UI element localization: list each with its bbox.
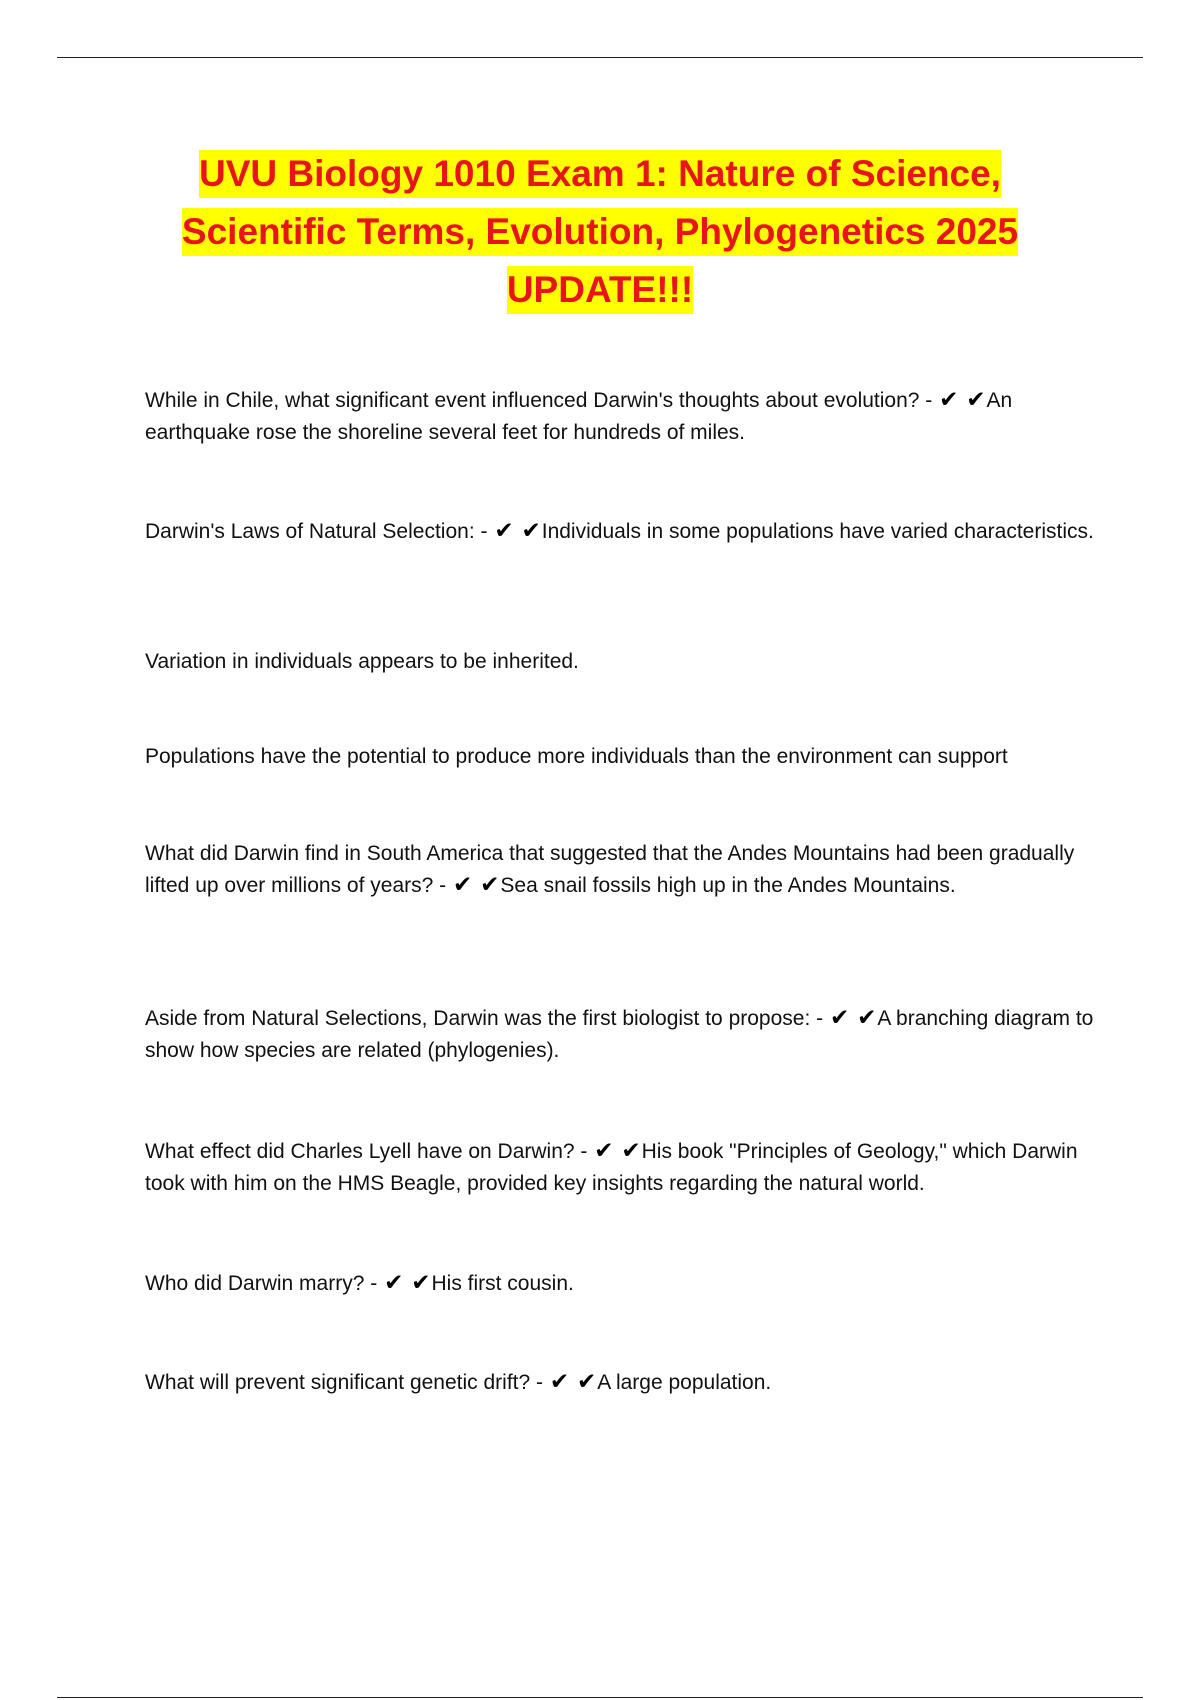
answer-text: A branching diagram to show how species are related (phylogenies). bbox=[145, 1007, 1094, 1062]
check-icon: ✔ bbox=[494, 517, 514, 543]
answer-text: A large population. bbox=[597, 1371, 772, 1394]
separator: - bbox=[364, 1272, 384, 1295]
separator: - bbox=[433, 874, 452, 897]
top-rule bbox=[57, 57, 1143, 58]
question-text: Darwin's Laws of Natural Selection: bbox=[145, 520, 475, 543]
qa-entry bbox=[145, 516, 1105, 548]
text-entry: Populations have the potential to produce more individuals than the environment can support bbox=[145, 745, 1008, 768]
check-icon: ✔ bbox=[857, 1004, 877, 1030]
title-line-2: Scientific Terms, Evolution, Phylogenetics 2025 bbox=[182, 208, 1018, 256]
document-title bbox=[120, 145, 1080, 319]
check-icon: ✔ bbox=[621, 1137, 641, 1163]
separator: - bbox=[919, 389, 939, 412]
check-icon: ✔ bbox=[594, 1137, 614, 1163]
question-text: What effect did Charles Lyell have on Darwin? bbox=[145, 1140, 575, 1163]
check-icon: ✔ bbox=[939, 386, 959, 412]
answer-text: Individuals in some populations have varied characteristics. bbox=[541, 520, 1094, 543]
qa-entry bbox=[145, 838, 1105, 902]
question-text: Aside from Natural Selections, Darwin was the first biologist to propose: bbox=[145, 1007, 811, 1030]
qa-entry bbox=[145, 385, 1105, 449]
bottom-rule bbox=[57, 1697, 1143, 1698]
qa-entry bbox=[145, 1367, 1105, 1399]
separator: - bbox=[474, 520, 494, 543]
qa-entry bbox=[145, 1136, 1105, 1200]
qa-entry bbox=[145, 1003, 1105, 1067]
check-icon: ✔ bbox=[480, 871, 500, 897]
question-text: While in Chile, what significant event influenced Darwin's thoughts about evolution? bbox=[145, 389, 920, 412]
check-icon: ✔ bbox=[549, 1368, 570, 1394]
question-text: What will prevent significant genetic drift? bbox=[145, 1371, 531, 1394]
answer-text: His first cousin. bbox=[431, 1272, 574, 1295]
question-text: Who did Darwin marry? bbox=[145, 1272, 365, 1295]
separator: - bbox=[810, 1007, 829, 1030]
check-icon: ✔ bbox=[411, 1269, 431, 1295]
answer-text: An earthquake rose the shoreline several feet for hundreds of miles. bbox=[145, 389, 1013, 444]
check-icon: ✔ bbox=[452, 871, 473, 897]
question-text: What did Darwin find in South America that suggested that the Andes Mountains had been gradually lifted up over millions of years? bbox=[145, 842, 1075, 897]
check-icon: ✔ bbox=[384, 1269, 404, 1295]
check-icon: ✔ bbox=[829, 1004, 850, 1030]
answer-text: His book "Principles of Geology," which Darwin took with him on the HMS Beagle, provided key insights regarding the natural world. bbox=[145, 1140, 1078, 1195]
check-icon: ✔ bbox=[966, 386, 986, 412]
check-icon: ✔ bbox=[521, 517, 541, 543]
title-line-3: UPDATE!!! bbox=[507, 266, 693, 314]
separator: - bbox=[574, 1140, 594, 1163]
answer-text: Sea snail fossils high up in the Andes Mountains. bbox=[500, 874, 956, 897]
qa-entry bbox=[145, 1268, 1105, 1300]
text-entry: Variation in individuals appears to be inherited. bbox=[145, 650, 579, 673]
title-line-1: UVU Biology 1010 Exam 1: Nature of Science, bbox=[199, 150, 1001, 198]
separator: - bbox=[530, 1371, 549, 1394]
check-icon: ✔ bbox=[576, 1368, 597, 1394]
